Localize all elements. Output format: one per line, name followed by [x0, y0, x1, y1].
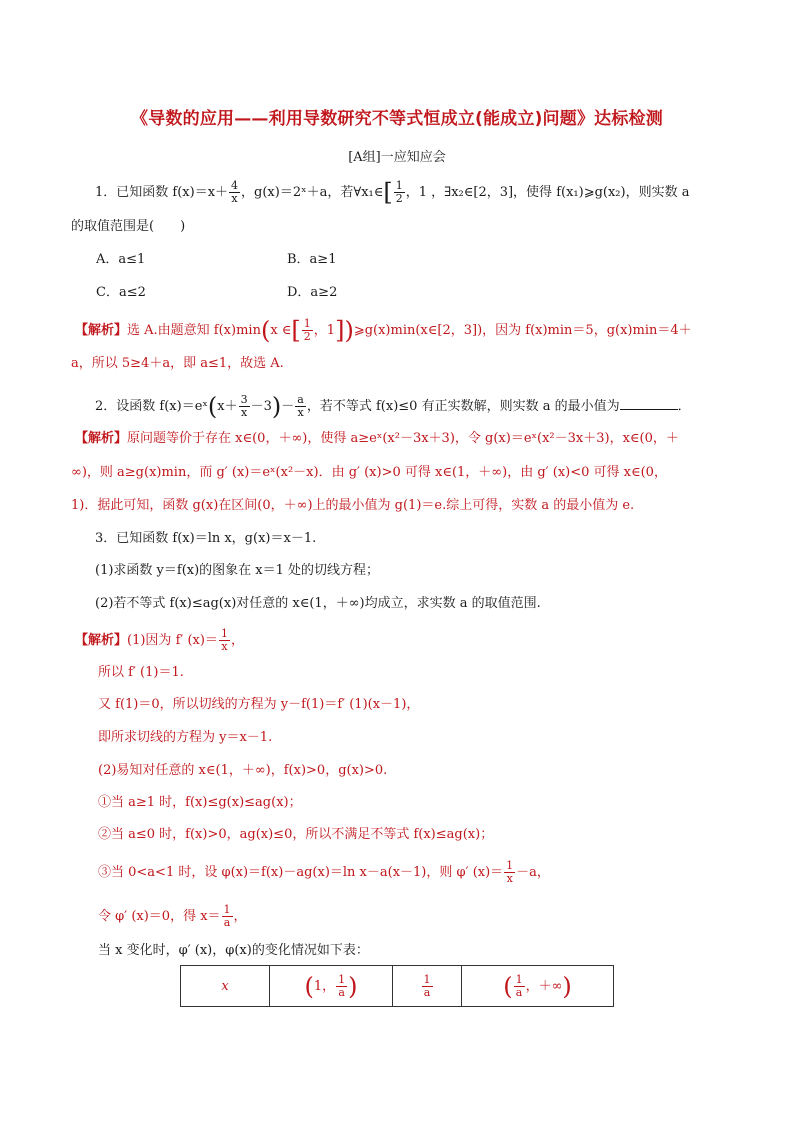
q3-answer-line4: 即所求切线的方程为 y＝x－1. [98, 730, 273, 745]
q3-stem-line2: (1)求函数 y＝f(x)的图象在 x＝1 处的切线方程； [95, 563, 380, 578]
answer-blank[interactable] [620, 397, 678, 410]
table-cell-x: x [181, 966, 270, 1007]
q2-answer-line1: 【解析】原问题等价于存在 x∈(0，＋∞)，使得 a≥eˣ(x²－3x＋3)，令 g(x)＝eˣ(x²－3x＋3)，x∈(0，＋ [75, 431, 679, 446]
fraction: $\frac{1}{2}$ [395, 179, 403, 205]
fraction: $\frac{3}{x}$ [240, 393, 248, 419]
q1-answer-line2: a，所以 5≥4＋a，即 a≤1，故选 A. [71, 356, 284, 371]
q3-answer-line7: ②当 a≤0 时，f(x)>0，ag(x)≤0，所以不满足不等式 f(x)≤ag(x)； [98, 827, 494, 842]
q2-stem-line1: 2．设函数 f(x)＝eˣ(x＋ $\frac{3}{x}$ －3)－ $\frac{a}{x}$ ，若不等式 f(x)≤0 有正实数解，则实数 a 的最小值为 ． [95, 392, 691, 421]
q1-option-c: C．a≤2 [96, 285, 146, 300]
q3-answer-line1: 【解析】(1)因为 f′ (x)＝ $\frac{1}{x}$ ， [75, 627, 244, 653]
table-row [181, 966, 614, 1007]
q3-answer-line8: ③当 0<a<1 时，设 φ(x)＝f(x)－ag(x)＝ln x－a(x－1)，则 φ′ (x)＝ $\frac{1}{x}$ －a， [98, 859, 550, 885]
fraction: $\frac{1}{a}$ [423, 972, 431, 999]
q3-answer-line10: 当 x 变化时，φ′ (x)，φ(x)的变化情况如下表： [98, 943, 369, 958]
q1-stem-line1: 1．已知函数 f(x)＝x＋ $\frac{4}{x}$ ，g(x)＝2ˣ＋a，若∀x₁∈[ $\frac{1}{2}$ ，1 ，∃x₂∈[2，3]，使得 f(x₁)⩾g(x₂)，则实数 a [95, 178, 690, 207]
q1-answer-line1: 【解析】选 A.由题意知 f(x)min(x ∈[ $\frac{1}{2}$ ，1])⩾g(x)min(x∈[2，3])，因为 f(x)min＝5，g(x)min＝4＋ [75, 316, 692, 345]
fraction: $\frac{4}{x}$ [231, 179, 239, 205]
fraction: $\frac{1}{a}$ [338, 972, 346, 999]
q2-answer-line2: ∞)，则 a≥g(x)min，而 g′ (x)＝eˣ(x²－x)．由 g′ (x)>0 可得 x∈(1，＋∞)，由 g′ (x)<0 可得 x∈(0， [71, 465, 667, 480]
fraction: $\frac{1}{x}$ [220, 627, 228, 653]
table-cell-point [393, 966, 462, 1007]
fraction: $\frac{1}{x}$ [506, 859, 514, 885]
q1-stem-line2: 的取值范围是( ) [71, 219, 186, 234]
page-title: 《导数的应用——利用导数研究不等式恒成立(能成立)问题》达标检测 [131, 109, 663, 129]
variation-table [180, 965, 614, 1007]
q3-answer-line5: (2)易知对任意的 x∈(1，＋∞)，f(x)>0，g(x)>0. [98, 763, 388, 778]
q3-stem-line3: (2)若不等式 f(x)≤ag(x)对任意的 x∈(1，＋∞)均成立，求实数 a 的取值范围. [95, 596, 541, 611]
fraction: $\frac{a}{x}$ [297, 393, 304, 419]
q3-stem-line1: 3．已知函数 f(x)＝ln x，g(x)＝x－1. [95, 531, 317, 546]
section-heading: [A组]一应知应会 [348, 150, 446, 165]
q2-answer-line3: 1)．据此可知，函数 g(x)在区间(0，＋∞)上的最小值为 g(1)＝e.综上可得，实数 a 的最小值为 e. [71, 498, 635, 513]
fraction: $\frac{1}{2}$ [303, 317, 311, 343]
table-cell-interval-1: (1， $\frac{1}{a}$ ) [270, 966, 393, 1007]
q3-answer-line9: 令 φ′ (x)＝0，得 x＝ $\frac{1}{a}$ ， [98, 903, 247, 929]
q3-answer-line3: 又 f(1)＝0，所以切线的方程为 y－f(1)＝f′ (1)(x－1)， [98, 697, 420, 712]
table-cell-interval-2: ( $\frac{1}{a}$ ，＋∞) [462, 966, 614, 1007]
q1-option-a: A．a≤1 [96, 252, 146, 267]
q1-option-b: B．a≥1 [287, 252, 337, 267]
fraction: $\frac{1}{a}$ [223, 903, 231, 929]
fraction: $\frac{1}{a}$ [515, 972, 523, 999]
q3-answer-line6: ①当 a≥1 时，f(x)≤g(x)≤ag(x)； [98, 795, 302, 810]
q3-answer-line2: 所以 f′ (1)＝1. [98, 665, 184, 680]
q1-option-d: D．a≥2 [287, 285, 338, 300]
